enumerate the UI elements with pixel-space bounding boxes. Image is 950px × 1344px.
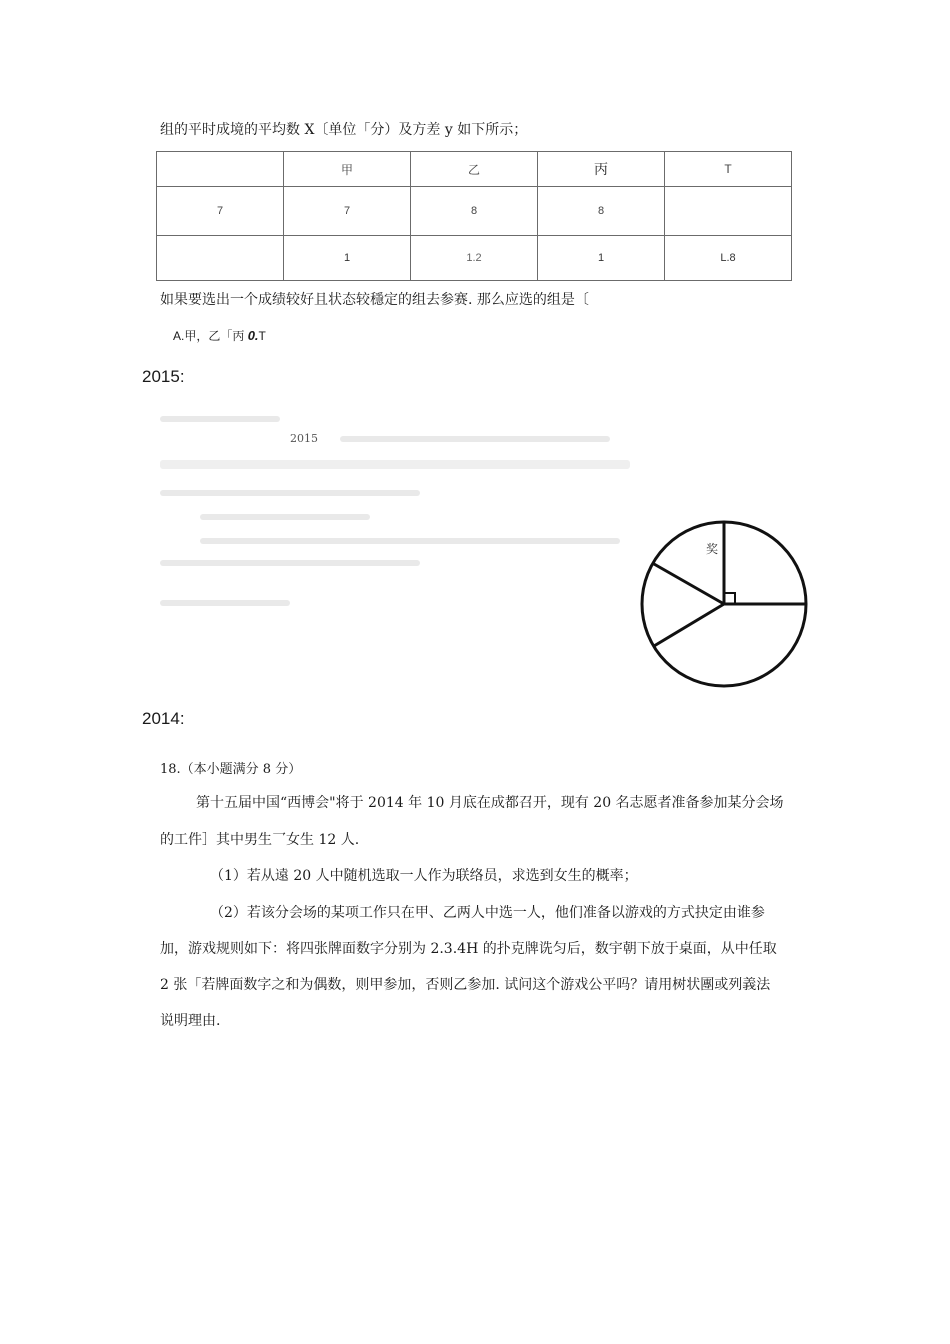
faded-year-label: 2015 xyxy=(290,432,318,445)
pie-radius xyxy=(654,564,724,604)
table-cell: 8 xyxy=(538,187,665,236)
year-heading-2014: 2014: xyxy=(142,709,185,728)
problem-paragraph: 加，游戏规则如下：将四张牌面数字分别为 2.3.4H 的扑克牌诜匀后，数宇朝下放于桌面，从中任取 xyxy=(160,941,777,957)
table-header-bing: 丙 xyxy=(538,152,665,187)
right-angle-marker xyxy=(724,593,735,604)
table-cell: L.8 xyxy=(665,236,792,281)
pie-diagram xyxy=(638,518,810,690)
problem-paragraph: 2 张「若牌面数字之和为偶数，则甲参加，否则乙参加. 试问这个游戏公平吗？请用树状團或列義法 xyxy=(160,977,771,993)
table-row-label xyxy=(157,236,284,281)
table-cell xyxy=(665,187,792,236)
choices-tail-text: T xyxy=(258,329,266,343)
table-header-yi: 乙 xyxy=(411,152,538,187)
question-text: 如果要选出一个成绩较好且状态较穩定的组去参赛. 那么应选的组是〔 xyxy=(160,292,589,308)
problem-number: 18.（本小题满分 8 分） xyxy=(160,762,302,777)
table-row-label: 7 xyxy=(157,187,284,236)
choices-bold-text: 0. xyxy=(247,328,259,343)
table-header-jia: 甲 xyxy=(284,152,411,187)
table-header-row xyxy=(157,152,792,187)
problem-paragraph: 说明理由. xyxy=(160,1013,221,1029)
problem-paragraph: 的工件］其中男生⺂女生 12 人. xyxy=(160,832,360,848)
pie-slice-label: 奖 xyxy=(706,542,719,556)
choices-text: A.甲，乙「丙 xyxy=(173,329,245,343)
table-cell: 7 xyxy=(284,187,411,236)
table-cell: 1.2 xyxy=(411,236,538,281)
table-cell: 1 xyxy=(538,236,665,281)
intro-text: 组的平时成境的平均数 X〔单位「分）及方差 y 如下所示； xyxy=(160,122,528,138)
faded-scan-region xyxy=(160,410,640,610)
problem-part-1: （1）若从遠 20 人中随机选取一人作为联络员，求选到女生的概率； xyxy=(210,868,638,884)
pie-radius xyxy=(654,604,724,646)
stats-table xyxy=(156,151,792,281)
table-header-ding: T xyxy=(665,152,792,187)
table-cell: 1 xyxy=(284,236,411,281)
year-heading-2015: 2015: xyxy=(142,367,185,386)
table-cell: 8 xyxy=(411,187,538,236)
table-cell xyxy=(157,152,284,187)
table-row-variance xyxy=(157,236,792,281)
problem-part-2: （2）若该分会场的某项工作只在甲、乙两人中选一人，他们准备以游戏的方式抉定由谁参 xyxy=(210,905,765,921)
table-row-mean xyxy=(157,187,792,236)
problem-paragraph: 第十五届中国“西博会"将于 2014 年 10 月底在成都召开，现有 20 名志愿者准备参加某分会场 xyxy=(196,795,784,811)
answer-choices xyxy=(173,327,266,344)
